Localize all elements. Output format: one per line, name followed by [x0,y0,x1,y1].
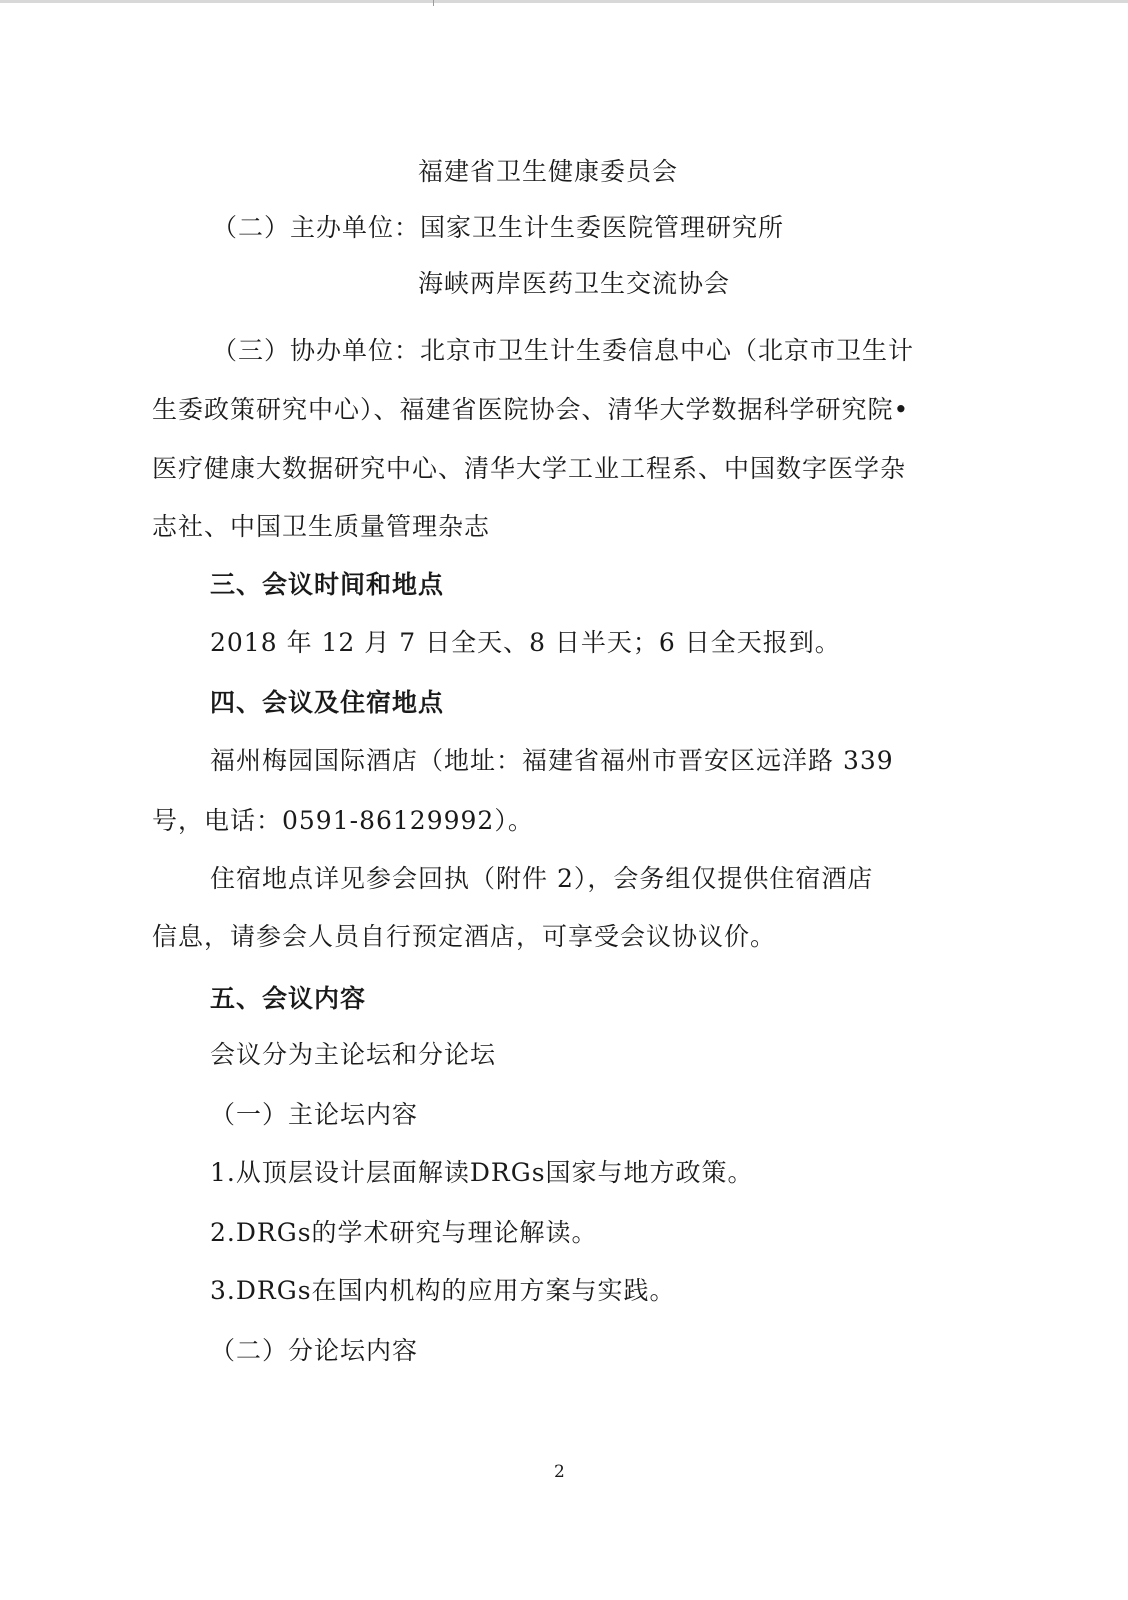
main-forum-item-1: 1.从顶层设计层面解读DRGs国家与地方政策。 [210,1158,754,1187]
host-units-line-2: 海峡两岸医药卫生交流协会 [418,269,731,298]
host-units-line: （二）主办单位：国家卫生计生委医院管理研究所 [212,213,785,242]
scan-top-edge [0,0,1128,3]
section-3-heading: 三、会议时间和地点 [210,570,445,599]
co-org-line-2: 生委政策研究中心）、福建省医院协会、清华大学数据科学研究院• [152,395,910,424]
section-4-line-1: 福州梅园国际酒店（地址：福建省福州市晋安区远洋路 339 [210,746,894,775]
section-4-line-3: 住宿地点详见参会回执（附件 2），会务组仅提供住宿酒店 [210,864,874,893]
co-org-line-4: 志社、中国卫生质量管理杂志 [152,512,491,541]
section-5-heading: 五、会议内容 [210,984,367,1013]
section-3-text: 2018 年 12 月 7 日全天、8 日半天；6 日全天报到。 [210,628,841,657]
section-4-heading: 四、会议及住宿地点 [210,688,445,717]
organizer-line: 福建省卫生健康委员会 [418,157,679,186]
section-4-line-4: 信息，请参会人员自行预定酒店，可享受会议协议价。 [152,922,777,951]
co-org-line-3: 医疗健康大数据研究中心、清华大学工业工程系、中国数字医学杂 [152,454,907,483]
page-number: 2 [554,1462,565,1482]
section-5-intro: 会议分为主论坛和分论坛 [210,1040,497,1069]
main-forum-heading: （一）主论坛内容 [210,1100,419,1129]
scan-mark [433,0,434,6]
co-org-line-1: （三）协办单位：北京市卫生计生委信息中心（北京市卫生计 [212,336,915,365]
main-forum-item-2: 2.DRGs的学术研究与理论解读。 [210,1218,598,1247]
main-forum-item-3: 3.DRGs在国内机构的应用方案与实践。 [210,1276,676,1305]
section-4-line-2: 号，电话：0591-86129992）。 [152,806,534,835]
sub-forum-heading: （二）分论坛内容 [210,1336,419,1365]
